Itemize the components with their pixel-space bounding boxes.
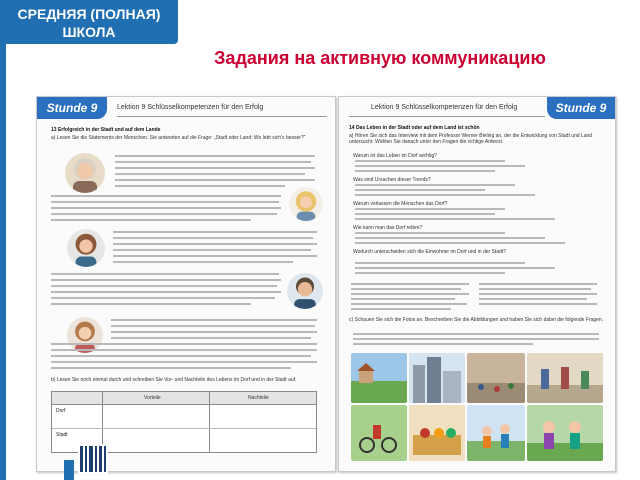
question-1: Warum ist das Leben im Dorf wichtig? [353, 153, 438, 159]
textbook-page-left [36, 96, 336, 472]
photo-cyclists [351, 405, 407, 461]
barcode-icon [78, 444, 108, 474]
task-a-right: a) Hören Sie sich das Interview mit dem Professor Werner Bieling an, der die Entwicklung von Stadt und Land untersucht. Wählen Sie danach unter den Fragen die richtige Antwort. [349, 133, 593, 145]
text-line [353, 333, 599, 335]
photo-city-buildings [409, 353, 465, 403]
text-line [51, 273, 279, 275]
text-line [51, 349, 317, 351]
text-line [351, 293, 469, 295]
table-row-stadt: Stadt [56, 432, 68, 438]
school-level-banner [0, 0, 178, 44]
text-line [115, 179, 315, 181]
text-line [355, 208, 505, 210]
table-row-dorf: Dorf [56, 408, 66, 414]
text-line [111, 337, 311, 339]
table-divider [52, 428, 316, 429]
banner-line-2: ШКОЛА [62, 24, 116, 40]
text-line [479, 293, 597, 295]
lektion-header-left: Lektion 9 Schlüsselkompetenzen für den Erfolg [117, 104, 264, 111]
text-line [355, 262, 525, 264]
text-line [51, 213, 277, 215]
text-line [115, 185, 285, 187]
task-a-left: a) Lesen Sie die Statements der Menschen. Sie antworten auf die Frage: „Stadt oder Land: Wo lebt sich’s besser?“ [51, 135, 306, 141]
slide-title: Задания на активную коммуникацию [214, 48, 546, 68]
photo-family-garden [527, 405, 603, 461]
text-line [51, 361, 317, 363]
text-line [115, 155, 315, 157]
side-accent-strip [0, 0, 6, 480]
text-line [111, 325, 315, 327]
stunde-badge-left: Stunde 9 [37, 97, 107, 119]
question-5: Wodurch unterscheiden sich die Einwohner im Dorf und in der Stadt? [353, 249, 507, 255]
text-line [355, 170, 495, 172]
photo-children-playing [467, 405, 525, 461]
portrait-man [287, 273, 323, 309]
photo-city-square [467, 353, 525, 403]
text-line [51, 207, 281, 209]
decorative-bar [64, 460, 74, 480]
text-line [355, 213, 495, 215]
text-line [351, 308, 451, 310]
text-line [479, 298, 587, 300]
text-line [111, 331, 317, 333]
text-line [51, 343, 317, 345]
text-line [113, 249, 311, 251]
text-line [51, 195, 281, 197]
question-3: Warum verlassen die Menschen das Dorf? [353, 201, 448, 207]
text-line [351, 283, 469, 285]
text-line [113, 237, 313, 239]
text-line [113, 255, 317, 257]
exercise-title-right: 14 Das Leben in der Stadt oder auf dem Land ist schön [349, 125, 480, 131]
text-line [113, 261, 293, 263]
table-col-vorteile: Vorteile [144, 395, 161, 401]
table-divider [209, 392, 210, 452]
table-header [52, 392, 316, 405]
stunde-badge-right: Stunde 9 [547, 97, 615, 119]
task-c-right: c) Schauen Sie sich die Fotos an. Beschreiben Sie die Abbildungen und haben Sie sich dabei die folgende Fragen. [349, 317, 604, 323]
text-line [51, 285, 277, 287]
text-line [115, 167, 315, 169]
text-line [51, 201, 279, 203]
text-line [51, 279, 281, 281]
text-line [51, 303, 251, 305]
header-rule-right [349, 116, 545, 117]
question-4: Wie kann man das Dorf retten? [353, 225, 423, 231]
table-col-nachteile: Nachteile [248, 395, 269, 401]
text-line [479, 303, 597, 305]
text-line [355, 189, 485, 191]
portrait-girl [67, 317, 103, 353]
text-line [113, 231, 317, 233]
text-line [351, 288, 461, 290]
question-2: Was sind Ursachen dieser Trends? [353, 177, 431, 183]
text-line [355, 194, 535, 196]
text-line [355, 218, 555, 220]
text-line [115, 173, 305, 175]
text-line [351, 298, 455, 300]
lektion-header-right: Lektion 9 Schlüsselkompetenzen für den Erfolg [371, 104, 518, 111]
photo-people-walking [527, 353, 603, 403]
header-rule-left [117, 116, 327, 117]
text-line [111, 319, 317, 321]
photo-village-field [351, 353, 407, 403]
text-line [51, 291, 281, 293]
exercise-title-left: 13 Erfolgreich in der Stadt und auf dem Lande [51, 127, 161, 133]
text-line [353, 338, 599, 340]
photo-market [409, 405, 465, 461]
portrait-older-woman [65, 153, 105, 193]
text-line [479, 283, 597, 285]
text-line [51, 355, 311, 357]
text-line [113, 243, 317, 245]
text-line [355, 232, 505, 234]
table-divider [102, 392, 103, 452]
banner-line-1: СРЕДНЯЯ (ПОЛНАЯ) [17, 6, 161, 22]
text-line [355, 160, 505, 162]
text-line [355, 184, 515, 186]
text-line [355, 237, 545, 239]
text-line [115, 161, 311, 163]
text-line [355, 242, 565, 244]
text-line [51, 219, 251, 221]
task-b-left: b) Lesen Sie noch einmal durch und schreiben Sie Vor- und Nachteile des Lebens im Dorf und in der Stadt auf. [51, 377, 297, 383]
text-line [355, 165, 525, 167]
text-line [51, 367, 291, 369]
text-line [353, 343, 533, 345]
portrait-young-woman [67, 229, 105, 267]
textbook-page-right [338, 96, 616, 472]
text-line [355, 267, 555, 269]
portrait-blonde-woman [289, 187, 323, 221]
text-line [479, 288, 591, 290]
text-line [351, 303, 467, 305]
text-line [355, 272, 505, 274]
text-line [51, 297, 275, 299]
